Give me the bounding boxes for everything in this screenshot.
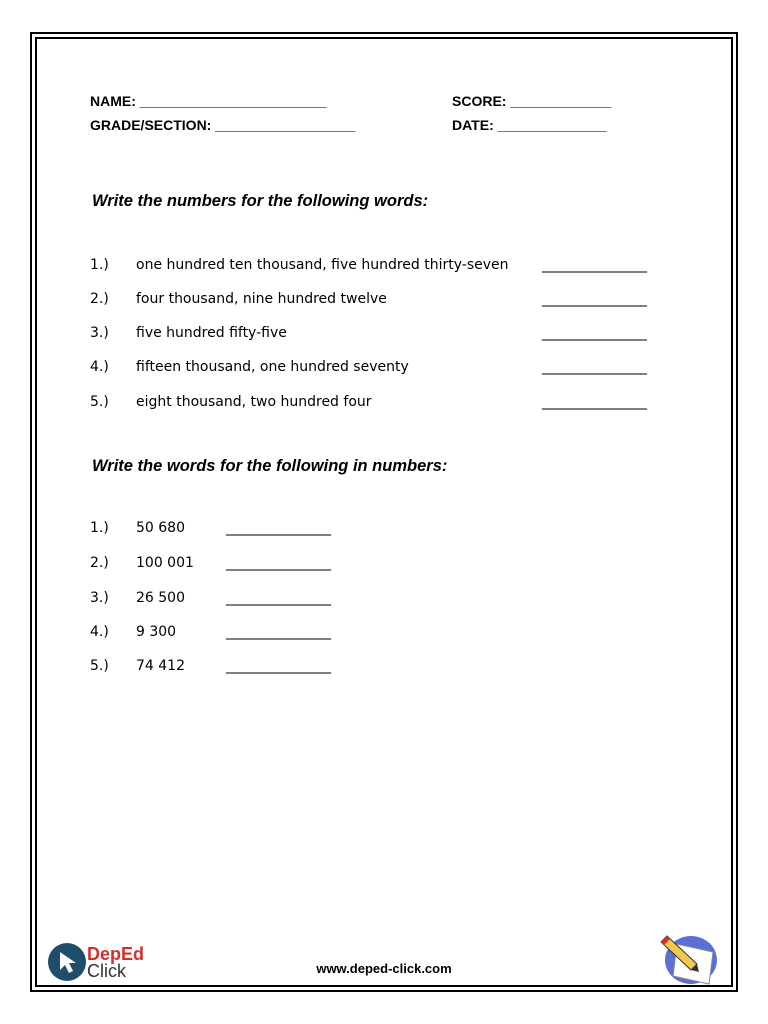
item-number: 4.): [90, 624, 109, 640]
item-text: eight thousand, two hundred four: [136, 394, 372, 410]
item-number: 5.): [90, 394, 109, 410]
item-number: 1.): [90, 520, 109, 536]
answer-blank: _______________: [542, 394, 647, 410]
item-number: 4.): [90, 359, 109, 375]
item-number: 3.): [90, 325, 109, 341]
pencil-paper-icon: [655, 932, 725, 987]
item-text: 9 300: [136, 624, 177, 640]
answer-blank: _______________: [542, 291, 647, 307]
answer-blank: _______________: [226, 624, 331, 640]
item-text: five hundred fifty-five: [136, 325, 287, 341]
item-text: one hundred ten thousand, five hundred thirty-seven: [136, 257, 509, 273]
name-field: NAME: ________________________: [90, 93, 327, 109]
item-text: 100 001: [136, 555, 194, 571]
item-number: 5.): [90, 658, 109, 674]
item-text: fifteen thousand, one hundred seventy: [136, 359, 409, 375]
item-text: 26 500: [136, 590, 185, 606]
answer-blank: _______________: [226, 658, 331, 674]
answer-blank: _______________: [542, 325, 647, 341]
grade-section-field: GRADE/SECTION: __________________: [90, 117, 356, 133]
page-border-inner: [35, 37, 733, 987]
section1-title: Write the numbers for the following words:: [92, 192, 429, 210]
logo-click-text: Click: [87, 961, 126, 981]
answer-blank: _______________: [226, 520, 331, 536]
footer-url[interactable]: www.deped-click.com: [316, 961, 452, 976]
answer-blank: _______________: [226, 590, 331, 606]
logo-deped-text: DepEd: [87, 944, 145, 964]
answer-blank: _______________: [542, 257, 647, 273]
item-number: 2.): [90, 555, 109, 571]
section2-title: Write the words for the following in numbers:: [92, 457, 448, 475]
score-field: SCORE: _____________: [452, 93, 612, 109]
answer-blank: _______________: [542, 359, 647, 375]
item-text: four thousand, nine hundred twelve: [136, 291, 387, 307]
item-text: 74 412: [136, 658, 185, 674]
item-number: 1.): [90, 257, 109, 273]
answer-blank: _______________: [226, 555, 331, 571]
item-number: 3.): [90, 590, 109, 606]
item-text: 50 680: [136, 520, 185, 536]
date-field: DATE: ______________: [452, 117, 607, 133]
item-number: 2.): [90, 291, 109, 307]
